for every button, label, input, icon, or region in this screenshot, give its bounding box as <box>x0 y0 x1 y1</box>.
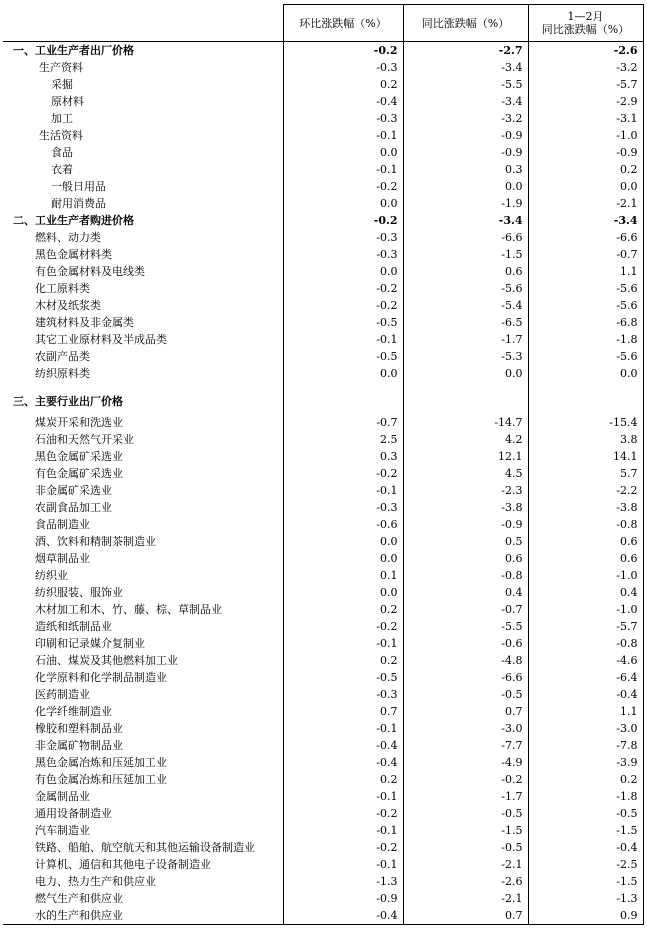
ytd-value: -1.5 <box>528 822 643 839</box>
yoy-value: 12.1 <box>403 448 528 465</box>
row-label: 黑色金属冶炼和压延加工业 <box>3 754 283 771</box>
yoy-value: 0.7 <box>403 703 528 720</box>
header-ytd <box>528 5 643 42</box>
ytd-value: -1.0 <box>528 127 643 144</box>
yoy-value: -2.1 <box>403 856 528 873</box>
row-label: 生产资料 <box>3 59 283 76</box>
table-row <box>3 822 643 839</box>
row-label: 食品 <box>3 144 283 161</box>
mom-value: 0.7 <box>283 703 403 720</box>
mom-value: -0.1 <box>283 720 403 737</box>
row-label: 木材加工和木、竹、藤、棕、草制品业 <box>3 601 283 618</box>
table-row <box>3 448 643 465</box>
yoy-value: -0.5 <box>403 839 528 856</box>
mom-value: -0.3 <box>283 110 403 127</box>
header-ytd-label: 同比涨跌幅（%） <box>541 23 630 36</box>
table-row <box>3 348 643 365</box>
yoy-value: 4.2 <box>403 431 528 448</box>
yoy-value: 0.3 <box>403 161 528 178</box>
yoy-value: -2.6 <box>403 873 528 890</box>
mom-value: -0.3 <box>283 246 403 263</box>
mom-value: 0.0 <box>283 550 403 567</box>
ytd-value: 0.2 <box>528 771 643 788</box>
mom-value: -0.3 <box>283 59 403 76</box>
ytd-value: -6.6 <box>528 229 643 246</box>
row-label: 有色金属矿采选业 <box>3 465 283 482</box>
yoy-value: -5.3 <box>403 348 528 365</box>
row-label: 一般日用品 <box>3 178 283 195</box>
ytd-value: -0.9 <box>528 144 643 161</box>
table-row <box>3 771 643 788</box>
row-label: 电力、热力生产和供应业 <box>3 873 283 890</box>
mom-value: 0.0 <box>283 365 403 382</box>
row-label <box>3 382 283 390</box>
row-label: 酒、饮料和精制茶制造业 <box>3 533 283 550</box>
row-label: 石油和天然气开采业 <box>3 431 283 448</box>
row-label: 农副产品类 <box>3 348 283 365</box>
table-row <box>3 263 643 280</box>
mom-value: -0.4 <box>283 737 403 754</box>
table-row <box>3 652 643 669</box>
ytd-value: -3.4 <box>528 212 643 229</box>
row-label: 木材及纸浆类 <box>3 297 283 314</box>
yoy-value: 0.0 <box>403 365 528 382</box>
yoy-value <box>403 382 528 390</box>
yoy-value: -1.7 <box>403 331 528 348</box>
ytd-value: -1.0 <box>528 601 643 618</box>
table-row <box>3 127 643 144</box>
yoy-value: -6.5 <box>403 314 528 331</box>
ytd-value: -0.8 <box>528 516 643 533</box>
mom-value: -0.5 <box>283 669 403 686</box>
row-label: 非金属矿采选业 <box>3 482 283 499</box>
ytd-value: -1.8 <box>528 788 643 805</box>
table-row <box>3 618 643 635</box>
table-row <box>3 76 643 93</box>
ytd-value: -1.5 <box>528 873 643 890</box>
row-label: 生活资料 <box>3 127 283 144</box>
row-label: 医药制造业 <box>3 686 283 703</box>
row-label: 计算机、通信和其他电子设备制造业 <box>3 856 283 873</box>
yoy-value: -0.6 <box>403 635 528 652</box>
yoy-value: -0.9 <box>403 144 528 161</box>
row-label: 衣着 <box>3 161 283 178</box>
yoy-value: -4.8 <box>403 652 528 669</box>
yoy-value: -0.5 <box>403 805 528 822</box>
table-row <box>3 431 643 448</box>
yoy-value: -5.5 <box>403 76 528 93</box>
ytd-value: -3.9 <box>528 754 643 771</box>
mom-value: -0.1 <box>283 127 403 144</box>
mom-value: 2.5 <box>283 431 403 448</box>
ytd-value: -5.6 <box>528 297 643 314</box>
yoy-value: 0.4 <box>403 584 528 601</box>
mom-value: -0.1 <box>283 635 403 652</box>
table-row <box>3 550 643 567</box>
row-label: 铁路、船舶、航空航天和其他运输设备制造业 <box>3 839 283 856</box>
table-row <box>3 907 643 925</box>
ytd-value: 0.9 <box>528 907 643 925</box>
header-ytd-period: 1—2月 <box>567 10 604 23</box>
mom-value: -0.4 <box>283 93 403 110</box>
ytd-value: -2.2 <box>528 482 643 499</box>
yoy-value: 0.6 <box>403 263 528 280</box>
table-row <box>3 280 643 297</box>
table-row <box>3 754 643 771</box>
ytd-value: 5.7 <box>528 465 643 482</box>
mom-value <box>283 390 403 414</box>
ytd-value: 0.6 <box>528 533 643 550</box>
mom-value <box>283 382 403 390</box>
row-label: 金属制品业 <box>3 788 283 805</box>
mom-value: -0.3 <box>283 229 403 246</box>
ytd-value: -5.7 <box>528 618 643 635</box>
table-row <box>3 686 643 703</box>
ytd-value: 1.1 <box>528 703 643 720</box>
ytd-value: -0.4 <box>528 686 643 703</box>
row-label: 耐用消费品 <box>3 195 283 212</box>
table-row <box>3 314 643 331</box>
mom-value: -0.1 <box>283 856 403 873</box>
mom-value: 0.2 <box>283 771 403 788</box>
yoy-value: -3.4 <box>403 59 528 76</box>
table-row <box>3 788 643 805</box>
table-row <box>3 365 643 382</box>
table-row <box>3 144 643 161</box>
row-label: 有色金属材料及电线类 <box>3 263 283 280</box>
row-label: 黑色金属材料类 <box>3 246 283 263</box>
row-label: 造纸和纸制品业 <box>3 618 283 635</box>
table-row <box>3 297 643 314</box>
ytd-value: -1.0 <box>528 567 643 584</box>
table-row <box>3 331 643 348</box>
table-row <box>3 584 643 601</box>
mom-value: -0.3 <box>283 499 403 516</box>
yoy-value: -14.7 <box>403 414 528 431</box>
row-label: 农副食品加工业 <box>3 499 283 516</box>
row-label: 烟草制品业 <box>3 550 283 567</box>
mom-value: -0.1 <box>283 482 403 499</box>
ytd-value: 0.4 <box>528 584 643 601</box>
ytd-value: -2.6 <box>528 42 643 60</box>
table-row <box>3 414 643 431</box>
ytd-value <box>528 390 643 414</box>
row-label: 水的生产和供应业 <box>3 907 283 925</box>
mom-value: 0.2 <box>283 652 403 669</box>
table-row <box>3 246 643 263</box>
header-row <box>3 5 643 42</box>
mom-value: 0.0 <box>283 584 403 601</box>
mom-value: 0.0 <box>283 533 403 550</box>
yoy-value: -1.7 <box>403 788 528 805</box>
table-row <box>3 533 643 550</box>
yoy-value: -0.7 <box>403 601 528 618</box>
table-row <box>3 390 643 414</box>
row-label: 原材料 <box>3 93 283 110</box>
table-row <box>3 161 643 178</box>
ytd-value: -2.1 <box>528 195 643 212</box>
yoy-value: -2.7 <box>403 42 528 60</box>
table-row <box>3 195 643 212</box>
yoy-value: 0.6 <box>403 550 528 567</box>
ytd-value: 0.0 <box>528 178 643 195</box>
price-index-table <box>3 4 644 925</box>
row-label: 其它工业原材料及半成品类 <box>3 331 283 348</box>
mom-value: -0.9 <box>283 890 403 907</box>
table-row <box>3 42 643 60</box>
mom-value: -0.7 <box>283 414 403 431</box>
row-label: 燃气生产和供应业 <box>3 890 283 907</box>
yoy-value: -3.2 <box>403 110 528 127</box>
table-row <box>3 737 643 754</box>
row-label: 采掘 <box>3 76 283 93</box>
yoy-value: -3.4 <box>403 212 528 229</box>
table-row <box>3 567 643 584</box>
yoy-value: -7.7 <box>403 737 528 754</box>
ytd-value: 0.0 <box>528 365 643 382</box>
mom-value: -0.2 <box>283 839 403 856</box>
table-row <box>3 635 643 652</box>
mom-value: -0.6 <box>283 516 403 533</box>
yoy-value: 4.5 <box>403 465 528 482</box>
yoy-value: -1.9 <box>403 195 528 212</box>
mom-value: -0.1 <box>283 331 403 348</box>
ytd-value: -7.8 <box>528 737 643 754</box>
row-label: 二、工业生产者购进价格 <box>3 212 283 229</box>
mom-value: 0.0 <box>283 144 403 161</box>
ytd-value: -4.6 <box>528 652 643 669</box>
mom-value: -0.2 <box>283 465 403 482</box>
table-row <box>3 720 643 737</box>
yoy-value: -3.0 <box>403 720 528 737</box>
ytd-value: -0.4 <box>528 839 643 856</box>
mom-value: -0.1 <box>283 788 403 805</box>
table-row <box>3 178 643 195</box>
row-label: 化学纤维制造业 <box>3 703 283 720</box>
mom-value: -0.2 <box>283 805 403 822</box>
table-row <box>3 669 643 686</box>
mom-value: 0.1 <box>283 567 403 584</box>
ytd-value: 0.2 <box>528 161 643 178</box>
ytd-value: 0.6 <box>528 550 643 567</box>
ytd-value: -15.4 <box>528 414 643 431</box>
mom-value: -0.2 <box>283 618 403 635</box>
yoy-value: -6.6 <box>403 229 528 246</box>
yoy-value: -4.9 <box>403 754 528 771</box>
row-label: 汽车制造业 <box>3 822 283 839</box>
mom-value: 0.0 <box>283 263 403 280</box>
table-row <box>3 110 643 127</box>
row-label: 纺织业 <box>3 567 283 584</box>
yoy-value: -2.3 <box>403 482 528 499</box>
mom-value: -0.5 <box>283 314 403 331</box>
row-label: 煤炭开采和洗选业 <box>3 414 283 431</box>
mom-value: 0.2 <box>283 601 403 618</box>
mom-value: 0.0 <box>283 195 403 212</box>
ytd-value <box>528 382 643 390</box>
table-row <box>3 703 643 720</box>
table-row <box>3 465 643 482</box>
header-blank <box>3 5 283 42</box>
yoy-value: -2.1 <box>403 890 528 907</box>
mom-value: 0.3 <box>283 448 403 465</box>
ytd-value: -3.0 <box>528 720 643 737</box>
row-label: 纺织服装、服饰业 <box>3 584 283 601</box>
table-row <box>3 601 643 618</box>
row-label: 食品制造业 <box>3 516 283 533</box>
ytd-value: -5.7 <box>528 76 643 93</box>
row-label: 一、工业生产者出厂价格 <box>3 42 283 60</box>
ytd-value: -2.5 <box>528 856 643 873</box>
table-row <box>3 499 643 516</box>
row-label: 化学原料和化学制品制造业 <box>3 669 283 686</box>
table-row <box>3 482 643 499</box>
ytd-value: -1.3 <box>528 890 643 907</box>
table-row <box>3 59 643 76</box>
row-label: 非金属矿物制品业 <box>3 737 283 754</box>
ytd-value: -0.5 <box>528 805 643 822</box>
row-label: 橡胶和塑料制品业 <box>3 720 283 737</box>
ytd-value: -5.6 <box>528 348 643 365</box>
yoy-value: -0.5 <box>403 686 528 703</box>
row-label: 加工 <box>3 110 283 127</box>
row-label: 黑色金属矿采选业 <box>3 448 283 465</box>
row-label: 通用设备制造业 <box>3 805 283 822</box>
mom-value: 0.2 <box>283 76 403 93</box>
yoy-value: 0.0 <box>403 178 528 195</box>
row-label: 纺织原料类 <box>3 365 283 382</box>
table-row <box>3 856 643 873</box>
mom-value: -0.1 <box>283 161 403 178</box>
mom-value: -0.2 <box>283 280 403 297</box>
ytd-value: -2.9 <box>528 93 643 110</box>
header-mom: 环比涨跌幅（%） <box>283 5 403 42</box>
ytd-value: -5.6 <box>528 280 643 297</box>
ytd-value: -6.4 <box>528 669 643 686</box>
yoy-value: -5.6 <box>403 280 528 297</box>
mom-value: -1.3 <box>283 873 403 890</box>
table-row <box>3 382 643 390</box>
row-label: 燃料、动力类 <box>3 229 283 246</box>
ytd-value: 3.8 <box>528 431 643 448</box>
mom-value: -0.2 <box>283 178 403 195</box>
yoy-value: -0.8 <box>403 567 528 584</box>
yoy-value: -5.5 <box>403 618 528 635</box>
yoy-value: -0.9 <box>403 127 528 144</box>
table-row <box>3 229 643 246</box>
mom-value: -0.2 <box>283 297 403 314</box>
table-row <box>3 839 643 856</box>
mom-value: -0.2 <box>283 212 403 229</box>
row-label: 建筑材料及非金属类 <box>3 314 283 331</box>
yoy-value: 0.5 <box>403 533 528 550</box>
table-row <box>3 212 643 229</box>
table-row <box>3 93 643 110</box>
ytd-value: -6.8 <box>528 314 643 331</box>
ytd-value: -1.8 <box>528 331 643 348</box>
table-row <box>3 805 643 822</box>
yoy-value: -0.9 <box>403 516 528 533</box>
ytd-value: 14.1 <box>528 448 643 465</box>
mom-value: -0.2 <box>283 42 403 60</box>
yoy-value: -5.4 <box>403 297 528 314</box>
mom-value: -0.4 <box>283 754 403 771</box>
row-label: 印刷和记录媒介复制业 <box>3 635 283 652</box>
ytd-value: -3.8 <box>528 499 643 516</box>
ytd-value: 1.1 <box>528 263 643 280</box>
mom-value: -0.1 <box>283 822 403 839</box>
ytd-value: -0.8 <box>528 635 643 652</box>
yoy-value: -3.8 <box>403 499 528 516</box>
ytd-value: -0.7 <box>528 246 643 263</box>
row-label: 化工原料类 <box>3 280 283 297</box>
mom-value: -0.5 <box>283 348 403 365</box>
yoy-value: -6.6 <box>403 669 528 686</box>
yoy-value: -3.4 <box>403 93 528 110</box>
table-row <box>3 873 643 890</box>
ytd-value: -3.2 <box>528 59 643 76</box>
yoy-value: -1.5 <box>403 822 528 839</box>
yoy-value <box>403 390 528 414</box>
mom-value: -0.3 <box>283 686 403 703</box>
yoy-value: -0.2 <box>403 771 528 788</box>
row-label: 石油、煤炭及其他燃料加工业 <box>3 652 283 669</box>
ytd-value: -3.1 <box>528 110 643 127</box>
yoy-value: -1.5 <box>403 246 528 263</box>
table-row <box>3 516 643 533</box>
header-yoy: 同比涨跌幅（%） <box>403 5 528 42</box>
mom-value: -0.4 <box>283 907 403 925</box>
row-label: 三、主要行业出厂价格 <box>3 390 283 414</box>
table-row <box>3 890 643 907</box>
row-label: 有色金属冶炼和压延加工业 <box>3 771 283 788</box>
yoy-value: 0.7 <box>403 907 528 925</box>
